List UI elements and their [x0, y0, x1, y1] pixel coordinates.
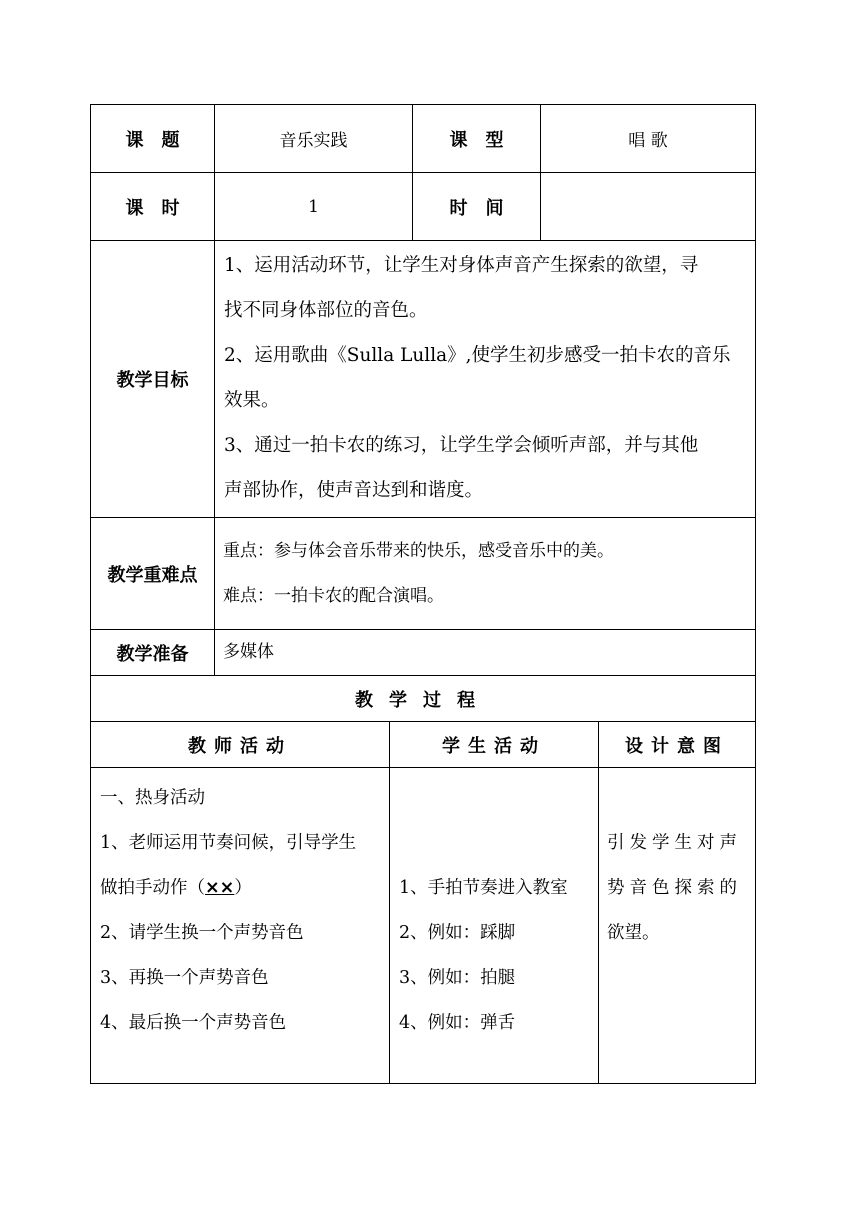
preparation-row: [91, 630, 756, 676]
teacher-step: 2、请学生换一个声势音色: [100, 923, 304, 943]
goal-line: 2、运用歌曲《Sulla Lulla》,使学生初步感受一拍卡农的音乐: [224, 345, 731, 366]
key-points-label: 教学重难点: [91, 518, 215, 630]
rhythm-notation: ××: [205, 878, 235, 898]
topic-label: 课 题: [91, 105, 215, 173]
design-intent: [599, 768, 756, 1084]
intent-line: 势音色探索的: [607, 878, 742, 898]
intent-line: 引发学生对声: [607, 833, 742, 853]
goal-line: 声部协作，使声音达到和谐度。: [224, 480, 484, 501]
rhythm-prefix: 做拍手动作（: [100, 878, 205, 898]
student-step: 1、手拍节奏进入教室: [399, 878, 568, 898]
period-value: 1: [215, 173, 413, 241]
topic-row: [91, 105, 756, 173]
time-label: 时 间: [413, 173, 541, 241]
teacher-step: 3、再换一个声势音色: [100, 968, 269, 988]
difficult-point: 难点：一拍卡农的配合演唱。: [223, 585, 444, 606]
teacher-step: 一、热身活动: [100, 788, 205, 808]
goals-label: 教学目标: [91, 241, 215, 518]
design-intent-header: 设计意图: [599, 722, 756, 768]
intent-line: 欲望。: [607, 923, 660, 943]
teacher-step: [100, 866, 381, 911]
goal-line: 找不同身体部位的音色。: [224, 300, 428, 321]
process-header-row: [91, 722, 756, 768]
student-step: 4、例如：弹舌: [399, 1013, 516, 1033]
type-value: 唱 歌: [541, 105, 756, 173]
period-row: [91, 173, 756, 241]
student-activity-header: 学生活动: [390, 722, 599, 768]
student-step: 3、例如：拍腿: [399, 968, 516, 988]
preparation-label: 教学准备: [91, 630, 215, 676]
goal-line: 效果。: [224, 390, 280, 411]
teacher-step: 4、最后换一个声势音色: [100, 1013, 287, 1033]
student-activity: [390, 768, 599, 1084]
key-points-content: [215, 518, 756, 630]
goals-content: [215, 241, 756, 518]
rhythm-suffix: ）: [234, 878, 252, 898]
teacher-activity-header: 教师活动: [91, 722, 390, 768]
period-label: 课 时: [91, 173, 215, 241]
goals-row: [91, 241, 756, 518]
goal-line: 3、通过一拍卡农的练习，让学生学会倾听声部，并与其他: [224, 435, 699, 456]
goal-line: 1、运用活动环节，让学生对身体声音产生探索的欲望，寻: [224, 255, 699, 276]
key-point: 重点：参与体会音乐带来的快乐，感受音乐中的美。: [223, 540, 614, 561]
time-value: [541, 173, 756, 241]
key-points-row: [91, 518, 756, 630]
student-step: 2、例如：踩脚: [399, 923, 516, 943]
teacher-activity: [91, 768, 390, 1084]
topic-value: 音乐实践: [215, 105, 413, 173]
process-title: 教学过程: [91, 676, 756, 722]
teacher-step: 1、老师运用节奏问候，引导学生: [100, 833, 357, 853]
lesson-plan: [90, 104, 755, 1084]
preparation-value: 多媒体: [215, 630, 756, 676]
process-content-row: [91, 768, 756, 1084]
process-title-row: [91, 676, 756, 722]
lesson-plan-table: [90, 104, 756, 1084]
type-label: 课 型: [413, 105, 541, 173]
